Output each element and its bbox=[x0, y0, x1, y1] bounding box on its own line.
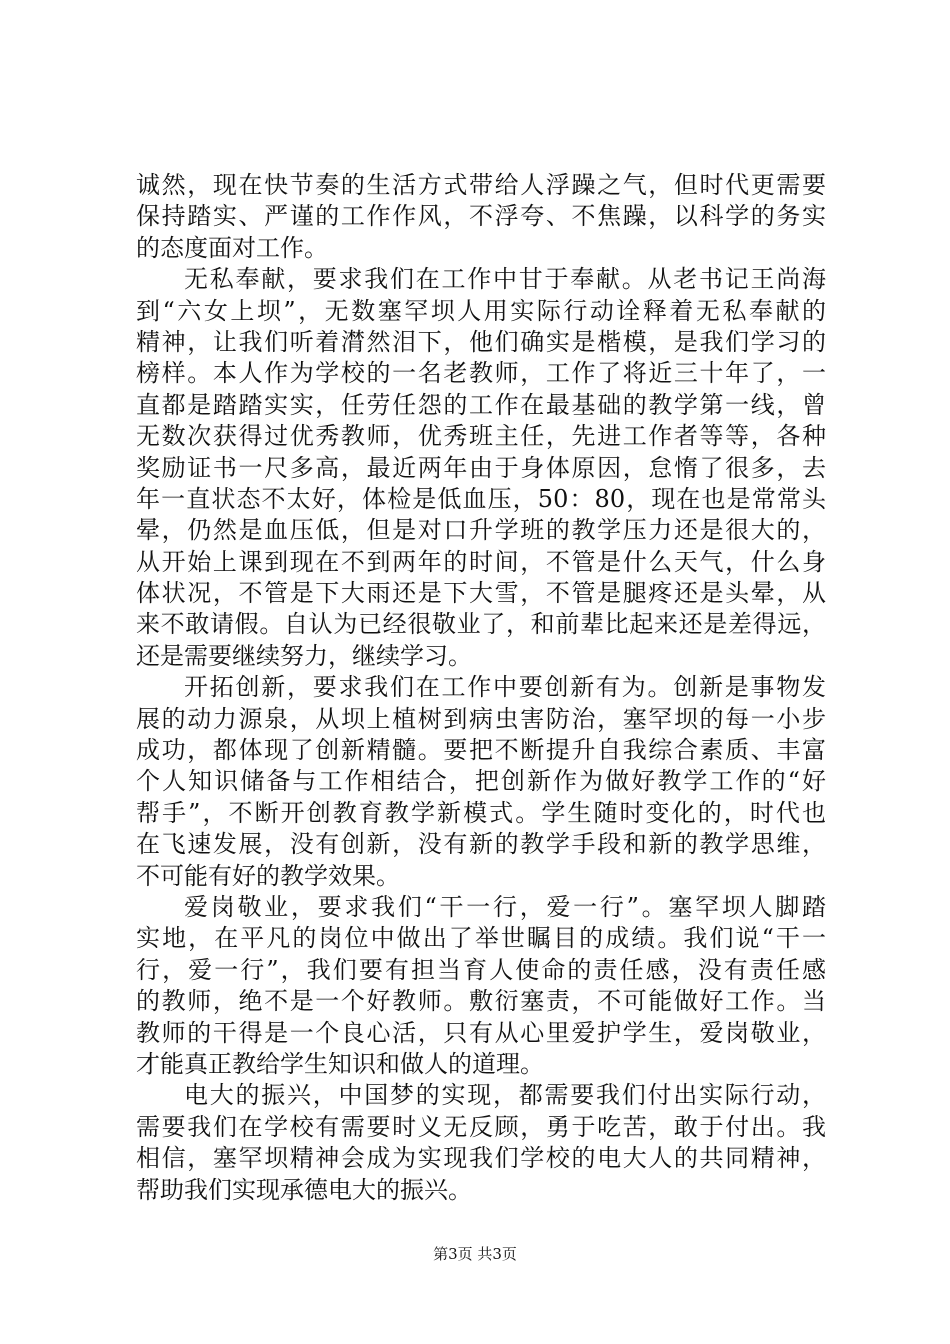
paragraph-line: 无数次获得过优秀教师，优秀班主任，先进工作者等等，各种 bbox=[136, 422, 826, 451]
paragraph-line: 还是需要继续努力，继续学习。 bbox=[136, 641, 472, 670]
paragraph-line: 才能真正教给学生知识和做人的道理。 bbox=[136, 1049, 544, 1078]
paragraph-line: 电大的振兴，中国梦的实现，都需要我们付出实际行动， bbox=[184, 1081, 826, 1110]
paragraph-line: 精神，让我们听着潸然泪下，他们确实是楷模，是我们学习的 bbox=[136, 327, 826, 356]
paragraph-line: 的教师，绝不是一个好教师。敷衍塞责，不可能做好工作。当 bbox=[136, 987, 826, 1016]
body-text bbox=[136, 170, 826, 1206]
paragraph-line: 个人知识储备与工作相结合，把创新作为做好教学工作的“好 bbox=[136, 767, 826, 796]
paragraph-line: 榜样。本人作为学校的一名老教师，工作了将近三十年了，一 bbox=[136, 359, 826, 388]
paragraph-line: 晕，仍然是血压低，但是对口升学班的教学压力还是很大的， bbox=[136, 516, 826, 545]
paragraph-line: 体状况，不管是下大雨还是下大雪，不管是腿疼还是头晕，从 bbox=[136, 579, 826, 608]
paragraph-line: 开拓创新，要求我们在工作中要创新有为。创新是事物发 bbox=[184, 673, 826, 702]
paragraph-line: 从开始上课到现在不到两年的时间，不管是什么天气，什么身 bbox=[136, 547, 826, 576]
paragraph-line: 需要我们在学校有需要时义无反顾，勇于吃苦，敢于付出。我 bbox=[136, 1112, 826, 1141]
paragraph-line: 教师的干得是一个良心活，只有从心里爱护学生，爱岗敬业， bbox=[136, 1018, 826, 1047]
paragraph-line: 帮手”，不断开创教育教学新模式。学生随时变化的，时代也 bbox=[136, 798, 826, 827]
paragraph-line: 相信，塞罕坝精神会成为实现我们学校的电大人的共同精神， bbox=[136, 1144, 826, 1173]
paragraph-line: 实地，在平凡的岗位中做出了举世瞩目的成绩。我们说“干一 bbox=[136, 924, 826, 953]
paragraph-line: 不可能有好的教学效果。 bbox=[136, 861, 400, 890]
paragraph-line: 到“六女上坝”，无数塞罕坝人用实际行动诠释着无私奉献的 bbox=[136, 296, 826, 325]
paragraph-line: 来不敢请假。自认为已经很敬业了，和前辈比起来还是差得远， bbox=[136, 610, 826, 639]
paragraph-line: 年一直状态不太好，体检是低血压，50：80，现在也是常常头 bbox=[136, 484, 826, 513]
page-number-footer: 第3页 共3页 bbox=[433, 1245, 517, 1263]
paragraph-line: 帮助我们实现承德电大的振兴。 bbox=[136, 1175, 472, 1204]
paragraph-line: 无私奉献，要求我们在工作中甘于奉献。从老书记王尚海 bbox=[184, 265, 826, 294]
paragraph-line: 成功，都体现了创新精髓。要把不断提升自我综合素质、丰富 bbox=[136, 736, 826, 765]
paragraph-line: 爱岗敬业，要求我们“干一行，爱一行”。塞罕坝人脚踏 bbox=[184, 892, 826, 921]
paragraph-line: 在飞速发展，没有创新，没有新的教学手段和新的教学思维， bbox=[136, 830, 826, 859]
paragraph-line: 诚然，现在快节奏的生活方式带给人浮躁之气，但时代更需要 bbox=[136, 171, 826, 199]
paragraph-line: 的态度面对工作。 bbox=[136, 233, 328, 262]
paragraph-line: 保持踏实、严谨的工作作风，不浮夸、不焦躁，以科学的务实 bbox=[136, 202, 826, 231]
paragraph-line: 奖励证书一尺多高，最近两年由于身体原因，怠惰了很多，去 bbox=[136, 453, 826, 482]
paragraph-line: 行，爱一行”，我们要有担当育人使命的责任感，没有责任感 bbox=[136, 955, 826, 984]
paragraph-line: 展的动力源泉，从坝上植树到病虫害防治，塞罕坝的每一小步 bbox=[136, 704, 826, 733]
paragraph-line: 直都是踏踏实实，任劳任怨的工作在最基础的教学第一线，曾 bbox=[136, 390, 826, 419]
